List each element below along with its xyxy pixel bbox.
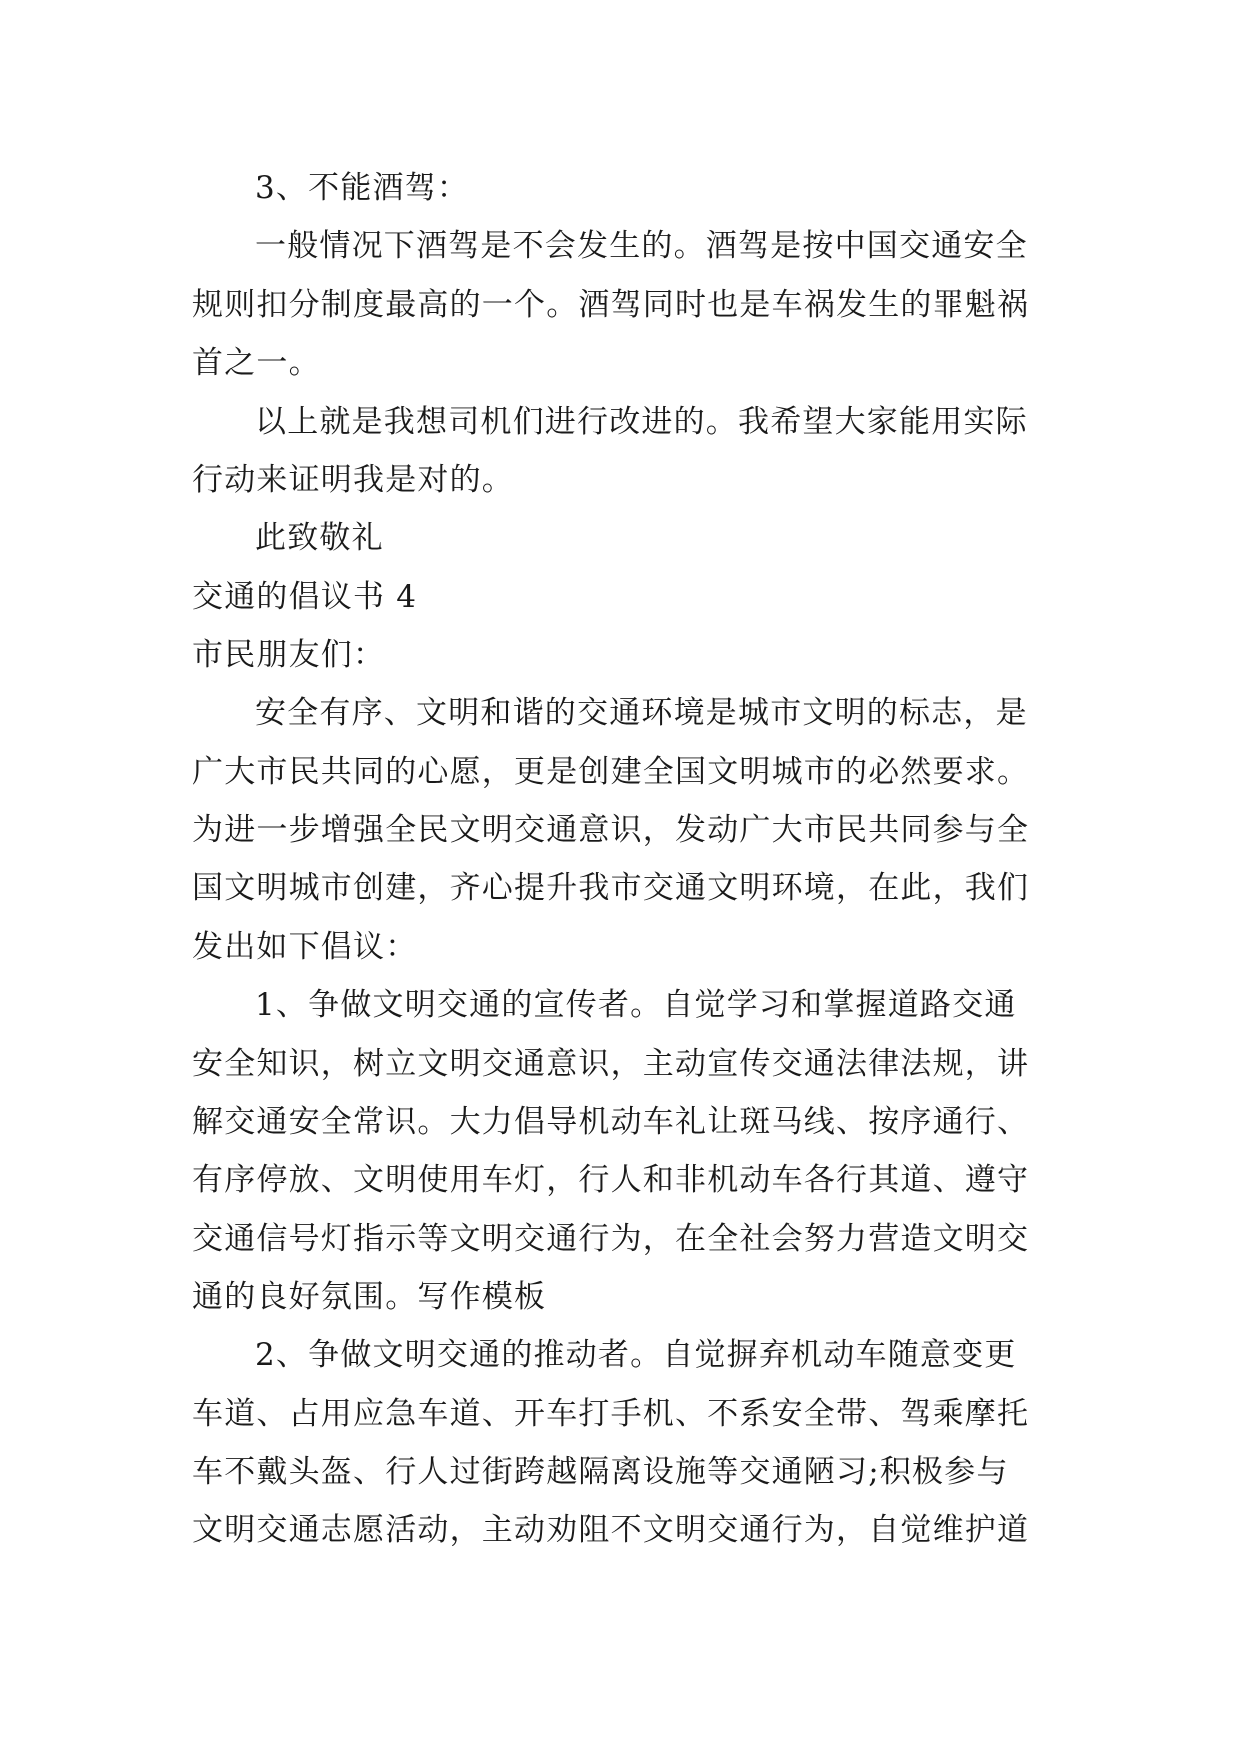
- paragraph-line: 车不戴头盔、行人过街跨越隔离设施等交通陋习;积极参与: [192, 1454, 1009, 1490]
- paragraph-line: 车道、占用应急车道、开车打手机、不系安全带、驾乘摩托: [192, 1396, 1030, 1432]
- paragraph-line: 安全知识，树立文明交通意识，主动宣传交通法律法规，讲: [192, 1046, 1030, 1082]
- paragraph-line: 1、争做文明交通的宣传者。自觉学习和掌握道路交通: [255, 987, 1017, 1023]
- paragraph-line: 首之一。: [192, 345, 321, 381]
- greeting: 市民朋友们：: [192, 637, 386, 673]
- paragraph-line: 2、争做文明交通的推动者。自觉摒弃机动车随意变更: [255, 1337, 1017, 1373]
- paragraph-line: 交通信号灯指示等文明交通行为，在全社会努力营造文明交: [192, 1221, 1030, 1257]
- paragraph-line: 国文明城市创建，齐心提升我市交通文明环境，在此，我们: [192, 870, 1030, 906]
- paragraph-line: 发出如下倡议：: [192, 929, 418, 965]
- closing-salutation: 此致敬礼: [255, 520, 384, 556]
- paragraph-line: 文明交通志愿活动，主动劝阻不文明交通行为，自觉维护道: [192, 1512, 1030, 1548]
- paragraph-line: 规则扣分制度最高的一个。酒驾同时也是车祸发生的罪魁祸: [192, 287, 1030, 323]
- section-title: 交通的倡议书 4: [192, 579, 418, 615]
- paragraph-line: 为进一步增强全民文明交通意识，发动广大市民共同参与全: [192, 812, 1030, 848]
- paragraph-line: 行动来证明我是对的。: [192, 462, 514, 498]
- paragraph-line: 有序停放、文明使用车灯，行人和非机动车各行其道、遵守: [192, 1162, 1030, 1198]
- paragraph-line: 广大市民共同的心愿，更是创建全国文明城市的必然要求。: [192, 754, 1030, 790]
- item-3-heading: 3、不能酒驾：: [255, 170, 470, 206]
- paragraph-line: 一般情况下酒驾是不会发生的。酒驾是按中国交通安全: [255, 228, 1028, 264]
- paragraph-line: 通的良好氛围。写作模板: [192, 1279, 547, 1315]
- paragraph-line: 解交通安全常识。大力倡导机动车礼让斑马线、按序通行、: [192, 1104, 1030, 1140]
- paragraph-line: 安全有序、文明和谐的交通环境是城市文明的标志，是: [255, 695, 1028, 731]
- paragraph-line: 以上就是我想司机们进行改进的。我希望大家能用实际: [255, 404, 1028, 440]
